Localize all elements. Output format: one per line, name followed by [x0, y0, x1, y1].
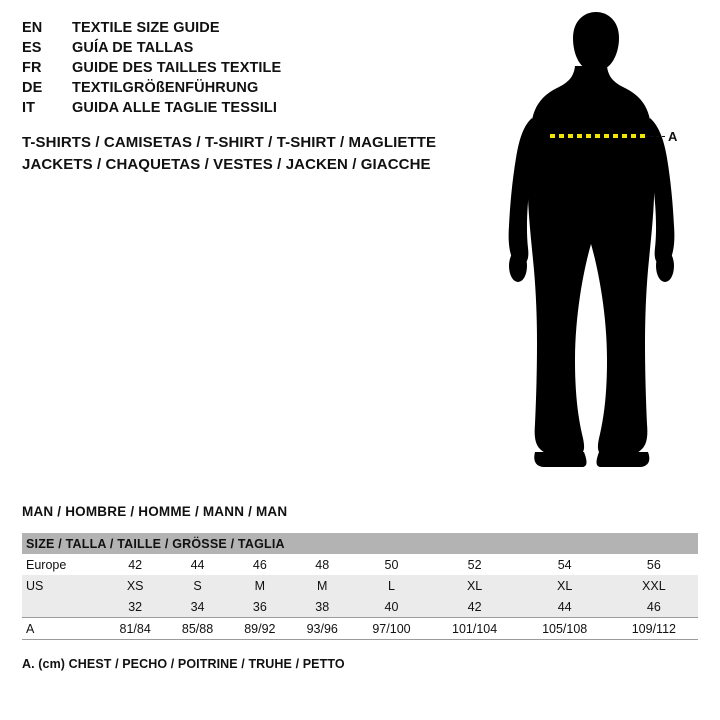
language-text: TEXTILE SIZE GUIDE — [72, 20, 220, 36]
cell-a-5: 101/104 — [430, 618, 520, 640]
cell-us-1: S — [166, 575, 228, 596]
language-text: GUIDE DES TAILLES TEXTILE — [72, 60, 282, 76]
language-row — [22, 20, 492, 40]
language-list — [22, 20, 492, 120]
cell-europe-1: 44 — [166, 554, 228, 575]
cell-a-2: 89/92 — [229, 618, 291, 640]
language-code: EN — [22, 20, 43, 36]
language-text: TEXTILGRÖßENFÜHRUNG — [72, 80, 259, 96]
marker-leader-line — [645, 136, 665, 137]
silhouette-shape — [509, 12, 678, 467]
size-table — [22, 533, 698, 640]
table-row — [22, 618, 698, 640]
row-label-europe: Europe — [22, 554, 104, 575]
cell-a-0: 81/84 — [104, 618, 166, 640]
language-text: GUÍA DE TALLAS — [72, 40, 194, 56]
cell-europe-4: 50 — [353, 554, 429, 575]
cell-numeric-1: 34 — [166, 596, 228, 618]
cell-us-3: M — [291, 575, 353, 596]
cell-a-4: 97/100 — [353, 618, 429, 640]
cell-us-6: XL — [520, 575, 610, 596]
cell-europe-6: 54 — [520, 554, 610, 575]
language-code: FR — [22, 60, 42, 76]
cell-europe-3: 48 — [291, 554, 353, 575]
language-code: DE — [22, 80, 43, 96]
cell-europe-2: 46 — [229, 554, 291, 575]
cell-numeric-4: 40 — [353, 596, 429, 618]
cell-europe-0: 42 — [104, 554, 166, 575]
cell-a-7: 109/112 — [610, 618, 698, 640]
category-headings — [22, 132, 492, 176]
cell-numeric-2: 36 — [229, 596, 291, 618]
row-label-numeric — [22, 596, 104, 618]
cell-a-3: 93/96 — [291, 618, 353, 640]
cell-numeric-5: 42 — [430, 596, 520, 618]
cell-numeric-7: 46 — [610, 596, 698, 618]
language-row — [22, 80, 492, 100]
language-row — [22, 40, 492, 60]
table-row — [22, 575, 698, 596]
table-footnote: A. (cm) CHEST / PECHO / POITRINE / TRUHE / PETTO — [22, 657, 345, 671]
table-header-label: SIZE / TALLA / TAILLE / GRÖSSE / TAGLIA — [22, 533, 698, 554]
table-row — [22, 554, 698, 575]
cell-numeric-6: 44 — [520, 596, 610, 618]
cell-numeric-3: 38 — [291, 596, 353, 618]
cell-europe-5: 52 — [430, 554, 520, 575]
male-silhouette-illustration — [495, 8, 710, 478]
language-row — [22, 60, 492, 80]
row-label-a: A — [22, 618, 104, 640]
language-text: GUIDA ALLE TAGLIE TESSILI — [72, 100, 277, 116]
language-code: ES — [22, 40, 42, 56]
cell-us-5: XL — [430, 575, 520, 596]
table-row — [22, 596, 698, 618]
cell-us-4: L — [353, 575, 429, 596]
language-row — [22, 100, 492, 120]
cell-a-6: 105/108 — [520, 618, 610, 640]
cell-us-0: XS — [104, 575, 166, 596]
category-line-jackets: JACKETS / CHAQUETAS / VESTES / JACKEN / GIACCHE — [22, 156, 431, 173]
row-label-us: US — [22, 575, 104, 596]
category-line-tshirts: T-SHIRTS / CAMISETAS / T-SHIRT / T-SHIRT / MAGLIETTE — [22, 134, 437, 151]
cell-europe-7: 56 — [610, 554, 698, 575]
cell-us-7: XXL — [610, 575, 698, 596]
table-group-label: MAN / HOMBRE / HOMME / MANN / MAN — [22, 504, 288, 519]
cell-a-1: 85/88 — [166, 618, 228, 640]
table-header-row — [22, 533, 698, 554]
measurement-marker-a: A — [668, 129, 678, 144]
cell-numeric-0: 32 — [104, 596, 166, 618]
language-code: IT — [22, 100, 36, 116]
cell-us-2: M — [229, 575, 291, 596]
